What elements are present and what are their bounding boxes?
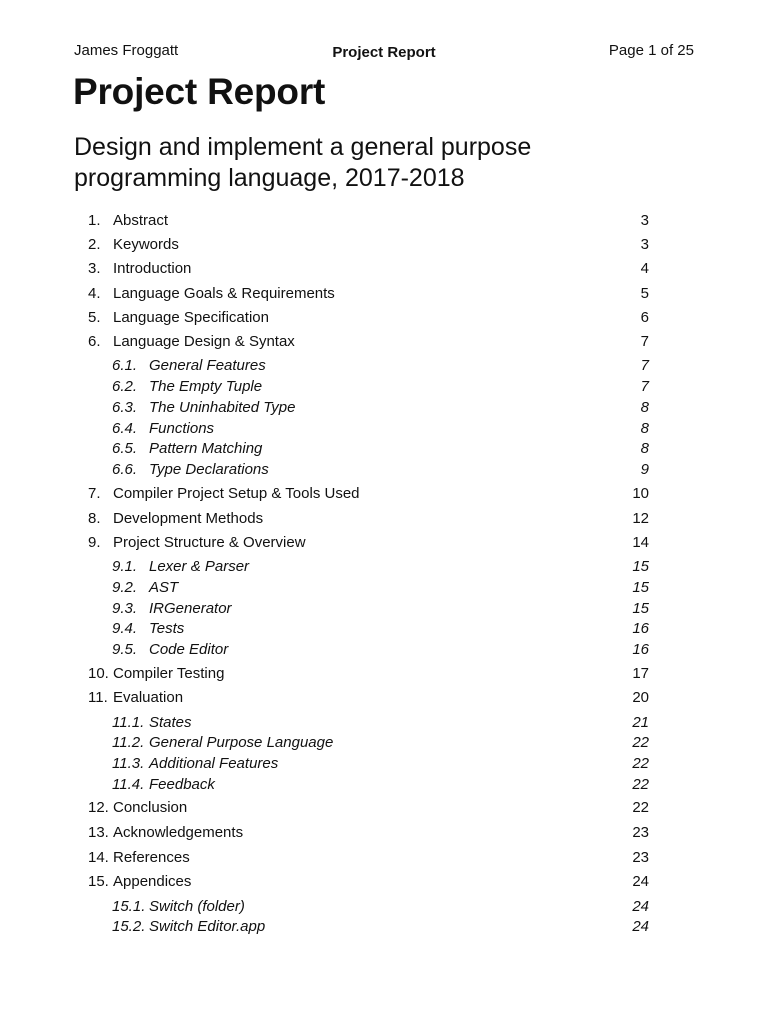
header-author: James Froggatt [74, 42, 179, 59]
toc-entry-number: 1. [88, 212, 101, 229]
toc-entry-number: 11. [88, 689, 108, 706]
toc-entry[interactable] [88, 210, 649, 232]
toc-entry-number: 9. [88, 534, 101, 551]
toc-entry-label: The Uninhabited Type [149, 399, 296, 416]
toc-entry-label: Acknowledgements [113, 824, 244, 841]
toc-entry[interactable] [88, 331, 649, 353]
toc-entry[interactable] [88, 687, 649, 709]
toc-entry-number: 9.3. [112, 600, 138, 617]
toc-entry-number: 5. [88, 309, 101, 326]
toc-entry-label: Switch (folder) [149, 898, 245, 915]
toc-entry-label: Feedback [149, 776, 215, 793]
toc-subentry[interactable] [112, 754, 649, 774]
toc-entry-page-number: 3 [640, 212, 649, 229]
toc-subentry[interactable] [112, 917, 649, 937]
toc-entry-page-number: 24 [632, 873, 649, 890]
toc-entry[interactable] [88, 532, 649, 554]
toc-entry-page-number: 7 [640, 333, 649, 350]
toc-entry-page-number: 15 [632, 558, 649, 575]
toc-subentry[interactable] [112, 377, 649, 397]
toc-entry-number: 15.2. [112, 918, 146, 935]
toc-entry[interactable] [88, 822, 649, 844]
toc-entry-page-number: 8 [640, 420, 649, 437]
toc-entry[interactable] [88, 663, 649, 685]
toc-entry-page-number: 4 [640, 260, 649, 277]
toc-entry-page-number: 24 [632, 898, 649, 915]
toc-entry-label: The Empty Tuple [149, 378, 263, 395]
toc-entry-label: Appendices [113, 873, 192, 890]
toc-entry-page-number: 7 [640, 378, 649, 395]
toc-entry-page-number: 12 [632, 510, 649, 527]
toc-entry-number: 9.1. [112, 558, 138, 575]
toc-entry-number: 10. [88, 665, 109, 682]
toc-subentry[interactable] [112, 439, 649, 459]
toc-entry-page-number: 17 [632, 665, 649, 682]
toc-entry-label: Language Goals & Requirements [113, 285, 335, 302]
header-page-indicator: Page 1 of 25 [608, 42, 694, 59]
toc-entry-number: 11.2. [112, 734, 145, 751]
toc-entry-label: Language Design & Syntax [113, 333, 295, 350]
toc-entry-page-number: 22 [632, 734, 649, 751]
toc-entry-page-number: 15 [632, 579, 649, 596]
toc-entry[interactable] [88, 483, 649, 505]
toc-entry-label: Pattern Matching [149, 440, 263, 457]
toc-entry-page-number: 15 [632, 600, 649, 617]
toc-entry[interactable] [88, 307, 649, 329]
toc-entry[interactable] [88, 234, 649, 256]
toc-entry-page-number: 7 [640, 357, 649, 374]
toc-entry-number: 11.3. [112, 755, 145, 772]
toc-entry-label: General Features [149, 357, 266, 374]
toc-entry-label: General Purpose Language [149, 734, 334, 751]
toc-entry-label: Type Declarations [149, 461, 269, 478]
toc-subentry[interactable] [112, 713, 649, 733]
toc-entry-number: 6.3. [112, 399, 138, 416]
toc-entry-number: 15.1. [112, 898, 146, 915]
toc-subentry[interactable] [112, 398, 649, 418]
toc-entry[interactable] [88, 797, 649, 819]
toc-subentry[interactable] [112, 897, 649, 917]
toc-entry-number: 3. [88, 260, 101, 277]
toc-entry-number: 6.6. [112, 461, 138, 478]
toc-entry-label: IRGenerator [149, 600, 232, 617]
page-subtitle: Design and implement a general purpose programming language, 2017-2018 [74, 133, 532, 192]
toc-entry[interactable] [88, 871, 649, 893]
toc-entry-page-number: 21 [632, 714, 649, 731]
toc-entry-number: 9.4. [112, 620, 138, 637]
toc-entry-label: Abstract [113, 212, 169, 229]
toc-entry-page-number: 23 [632, 849, 649, 866]
toc-subentry[interactable] [112, 619, 649, 639]
toc-entry-number: 14. [88, 849, 109, 866]
toc-entry-number: 11.1. [112, 714, 145, 731]
toc-entry-number: 2. [88, 236, 101, 253]
toc-entry-page-number: 6 [640, 309, 649, 326]
toc-entry-label: States [149, 714, 192, 731]
toc-entry-label: Language Specification [113, 309, 269, 326]
toc-entry-label: Lexer & Parser [149, 558, 250, 575]
toc-entry-label: Evaluation [113, 689, 184, 706]
toc-entry-label: Additional Features [149, 755, 279, 772]
toc-entry-number: 4. [88, 285, 101, 302]
toc-entry-label: Keywords [113, 236, 179, 253]
toc-entry-label: Tests [149, 620, 185, 637]
toc-entry[interactable] [88, 283, 649, 305]
toc-subentry[interactable] [112, 419, 649, 439]
toc-subentry[interactable] [112, 356, 649, 376]
toc-entry-label: Compiler Testing [113, 665, 225, 682]
toc-entry[interactable] [88, 258, 649, 280]
toc-entry-page-number: 20 [632, 689, 649, 706]
toc-entry-label: Compiler Project Setup & Tools Used [113, 485, 360, 502]
toc-subentry[interactable] [112, 733, 649, 753]
toc-subentry[interactable] [112, 460, 649, 480]
toc-entry-label: Functions [149, 420, 215, 437]
toc-entry-number: 6.2. [112, 378, 138, 395]
toc-entry-page-number: 16 [632, 641, 649, 658]
toc-entry-number: 7. [88, 485, 101, 502]
toc-entry-page-number: 9 [640, 461, 649, 478]
toc-entry-number: 6. [88, 333, 101, 350]
toc-entry-page-number: 22 [632, 776, 649, 793]
toc-entry[interactable] [88, 508, 649, 530]
toc-entry-label: Introduction [113, 260, 192, 277]
toc-entry-label: Conclusion [113, 799, 188, 816]
toc-entry-label: Development Methods [113, 510, 264, 527]
toc-entry-page-number: 10 [632, 485, 649, 502]
toc-entry-label: Project Structure & Overview [113, 534, 306, 551]
toc-subentry[interactable] [112, 599, 649, 619]
toc-entry-number: 15. [88, 873, 109, 890]
header-title: Project Report [332, 44, 436, 61]
toc-entry-number: 6.5. [112, 440, 138, 457]
toc-entry-page-number: 16 [632, 620, 649, 637]
toc-entry-number: 9.5. [112, 641, 138, 658]
toc-entry-label: References [113, 849, 190, 866]
toc-entry-page-number: 3 [640, 236, 649, 253]
toc-entry-number: 13. [88, 824, 109, 841]
toc-entry-label: AST [149, 579, 179, 596]
toc-entry-number: 6.1. [112, 357, 138, 374]
toc-entry-page-number: 22 [632, 755, 649, 772]
toc-entry-number: 12. [88, 799, 109, 816]
page-title: Project Report [73, 71, 326, 112]
toc-entry-label: Switch Editor.app [149, 918, 266, 935]
toc-entry-page-number: 5 [640, 285, 649, 302]
toc-subentry[interactable] [112, 775, 649, 795]
toc-entry-page-number: 24 [632, 918, 649, 935]
toc-entry-number: 6.4. [112, 420, 138, 437]
toc-entry[interactable] [88, 847, 649, 869]
toc-entry-page-number: 23 [632, 824, 649, 841]
toc-subentry[interactable] [112, 640, 649, 660]
toc-entry-number: 11.4. [112, 776, 145, 793]
toc-entry-number: 9.2. [112, 579, 138, 596]
toc-entry-page-number: 8 [640, 399, 649, 416]
toc-subentry[interactable] [112, 578, 649, 598]
toc-subentry[interactable] [112, 557, 649, 577]
toc-entry-page-number: 8 [640, 440, 649, 457]
toc-entry-number: 8. [88, 510, 101, 527]
toc-entry-page-number: 22 [632, 799, 649, 816]
toc-entry-label: Code Editor [149, 641, 229, 658]
toc-entry-page-number: 14 [632, 534, 649, 551]
